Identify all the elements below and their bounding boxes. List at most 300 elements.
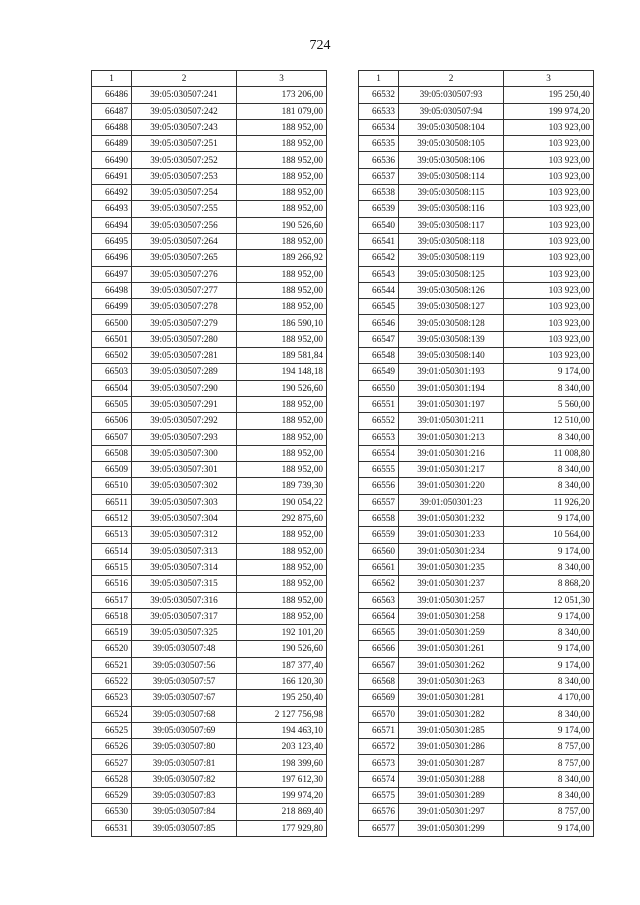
table-row	[92, 315, 327, 331]
row-number: 66576	[359, 804, 399, 820]
cadastral-number: 39:01:050301:211	[399, 413, 504, 429]
cadastral-number: 39:01:050301:289	[399, 788, 504, 804]
table-row	[359, 804, 594, 820]
cadastral-number: 39:05:030507:253	[132, 168, 237, 184]
cadastral-number: 39:05:030507:255	[132, 201, 237, 217]
table-row	[92, 755, 327, 771]
value: 188 952,00	[237, 282, 327, 298]
value: 173 206,00	[237, 87, 327, 103]
table-row	[92, 706, 327, 722]
table-row	[92, 559, 327, 575]
row-number: 66542	[359, 250, 399, 266]
table-row	[92, 641, 327, 657]
row-number: 66491	[92, 168, 132, 184]
cadastral-number: 39:01:050301:282	[399, 706, 504, 722]
cadastral-number: 39:01:050301:263	[399, 673, 504, 689]
cadastral-number: 39:05:030507:300	[132, 445, 237, 461]
row-number: 66488	[92, 119, 132, 135]
row-number: 66550	[359, 380, 399, 396]
table-row	[359, 462, 594, 478]
value: 8 340,00	[504, 429, 594, 445]
table-row	[92, 673, 327, 689]
cadastral-number: 39:01:050301:234	[399, 543, 504, 559]
table-row	[359, 494, 594, 510]
row-number: 66543	[359, 266, 399, 282]
header-col-2: 2	[132, 71, 237, 87]
value: 9 174,00	[504, 641, 594, 657]
table-row	[359, 250, 594, 266]
cadastral-number: 39:01:050301:287	[399, 755, 504, 771]
value: 188 952,00	[237, 608, 327, 624]
table-left	[91, 70, 327, 837]
row-number: 66537	[359, 168, 399, 184]
row-number: 66559	[359, 527, 399, 543]
cadastral-number: 39:05:030507:84	[132, 804, 237, 820]
cadastral-number: 39:01:050301:233	[399, 527, 504, 543]
row-number: 66544	[359, 282, 399, 298]
table-row	[359, 592, 594, 608]
row-number: 66557	[359, 494, 399, 510]
table-right	[358, 70, 594, 837]
value: 188 952,00	[237, 299, 327, 315]
cadastral-number: 39:01:050301:288	[399, 771, 504, 787]
value: 8 340,00	[504, 478, 594, 494]
cadastral-number: 39:05:030507:48	[132, 641, 237, 657]
header-col-1: 1	[92, 71, 132, 87]
cadastral-number: 39:01:050301:23	[399, 494, 504, 510]
cadastral-number: 39:05:030507:325	[132, 625, 237, 641]
value: 188 952,00	[237, 462, 327, 478]
cadastral-number: 39:05:030507:304	[132, 511, 237, 527]
table-row	[359, 299, 594, 315]
value: 11 926,20	[504, 494, 594, 510]
value: 195 250,40	[504, 87, 594, 103]
value: 188 952,00	[237, 119, 327, 135]
cadastral-number: 39:05:030507:80	[132, 739, 237, 755]
header-col-1: 1	[359, 71, 399, 87]
row-number: 66494	[92, 217, 132, 233]
cadastral-number: 39:05:030507:85	[132, 820, 237, 836]
table-row	[359, 771, 594, 787]
cadastral-number: 39:01:050301:217	[399, 462, 504, 478]
cadastral-number: 39:01:050301:213	[399, 429, 504, 445]
value: 195 250,40	[237, 690, 327, 706]
table-row	[92, 299, 327, 315]
value: 188 952,00	[237, 592, 327, 608]
table-row	[92, 152, 327, 168]
value: 9 174,00	[504, 511, 594, 527]
header-col-3: 3	[237, 71, 327, 87]
value: 9 174,00	[504, 722, 594, 738]
value: 188 952,00	[237, 136, 327, 152]
table-row	[359, 445, 594, 461]
row-number: 66500	[92, 315, 132, 331]
value: 9 174,00	[504, 543, 594, 559]
table-row	[359, 511, 594, 527]
table-row	[359, 576, 594, 592]
table-row	[359, 657, 594, 673]
row-number: 66498	[92, 282, 132, 298]
row-number: 66520	[92, 641, 132, 657]
table-row	[92, 348, 327, 364]
row-number: 66528	[92, 771, 132, 787]
cadastral-number: 39:05:030507:312	[132, 527, 237, 543]
table-row	[359, 739, 594, 755]
value: 9 174,00	[504, 364, 594, 380]
value: 103 923,00	[504, 299, 594, 315]
value: 186 590,10	[237, 315, 327, 331]
cadastral-number: 39:05:030507:276	[132, 266, 237, 282]
value: 190 526,60	[237, 641, 327, 657]
table-row	[359, 87, 594, 103]
cadastral-number: 39:05:030508:125	[399, 266, 504, 282]
row-number: 66548	[359, 348, 399, 364]
cadastral-number: 39:05:030507:279	[132, 315, 237, 331]
row-number: 66530	[92, 804, 132, 820]
row-number: 66515	[92, 559, 132, 575]
cadastral-number: 39:01:050301:257	[399, 592, 504, 608]
table-row	[92, 250, 327, 266]
cadastral-number: 39:05:030507:254	[132, 185, 237, 201]
table-row	[92, 396, 327, 412]
table-row	[92, 478, 327, 494]
cadastral-number: 39:05:030507:278	[132, 299, 237, 315]
value: 8 757,00	[504, 804, 594, 820]
cadastral-number: 39:05:030507:256	[132, 217, 237, 233]
table-row	[359, 396, 594, 412]
value: 190 526,60	[237, 380, 327, 396]
row-number: 66502	[92, 348, 132, 364]
row-number: 66566	[359, 641, 399, 657]
value: 103 923,00	[504, 233, 594, 249]
table-row	[92, 201, 327, 217]
table-row	[92, 103, 327, 119]
cadastral-number: 39:01:050301:297	[399, 804, 504, 820]
table-row	[92, 543, 327, 559]
table-row	[359, 201, 594, 217]
table-row	[92, 364, 327, 380]
value: 218 869,40	[237, 804, 327, 820]
cadastral-number: 39:05:030507:289	[132, 364, 237, 380]
value: 8 340,00	[504, 380, 594, 396]
row-number: 66501	[92, 331, 132, 347]
cadastral-number: 39:05:030508:115	[399, 185, 504, 201]
value: 9 174,00	[504, 657, 594, 673]
cadastral-number: 39:05:030507:290	[132, 380, 237, 396]
cadastral-number: 39:01:050301:235	[399, 559, 504, 575]
cadastral-number: 39:05:030508:114	[399, 168, 504, 184]
cadastral-number: 39:05:030507:315	[132, 576, 237, 592]
value: 103 923,00	[504, 185, 594, 201]
value: 188 952,00	[237, 201, 327, 217]
table-right-body	[359, 87, 594, 837]
table-row	[92, 592, 327, 608]
row-number: 66564	[359, 608, 399, 624]
value: 8 868,20	[504, 576, 594, 592]
value: 188 952,00	[237, 233, 327, 249]
row-number: 66556	[359, 478, 399, 494]
table-row	[359, 233, 594, 249]
cadastral-number: 39:05:030508:119	[399, 250, 504, 266]
cadastral-number: 39:01:050301:285	[399, 722, 504, 738]
row-number: 66570	[359, 706, 399, 722]
row-number: 66539	[359, 201, 399, 217]
row-number: 66509	[92, 462, 132, 478]
cadastral-number: 39:05:030507:67	[132, 690, 237, 706]
value: 9 174,00	[504, 820, 594, 836]
cadastral-number: 39:01:050301:286	[399, 739, 504, 755]
table-row	[359, 168, 594, 184]
table-row	[92, 380, 327, 396]
row-number: 66493	[92, 201, 132, 217]
row-number: 66540	[359, 217, 399, 233]
table-row	[359, 266, 594, 282]
value: 189 266,92	[237, 250, 327, 266]
cadastral-number: 39:01:050301:281	[399, 690, 504, 706]
value: 103 923,00	[504, 348, 594, 364]
row-number: 66487	[92, 103, 132, 119]
table-row	[359, 641, 594, 657]
table-row	[92, 217, 327, 233]
value: 103 923,00	[504, 250, 594, 266]
cadastral-number: 39:05:030507:303	[132, 494, 237, 510]
cadastral-number: 39:05:030507:280	[132, 331, 237, 347]
row-number: 66522	[92, 673, 132, 689]
cadastral-number: 39:05:030507:94	[399, 103, 504, 119]
cadastral-number: 39:05:030507:291	[132, 396, 237, 412]
value: 188 952,00	[237, 168, 327, 184]
cadastral-number: 39:01:050301:194	[399, 380, 504, 396]
table-row	[92, 608, 327, 624]
table-row	[92, 233, 327, 249]
table-row	[92, 771, 327, 787]
row-number: 66521	[92, 657, 132, 673]
cadastral-number: 39:05:030507:243	[132, 119, 237, 135]
cadastral-number: 39:05:030508:117	[399, 217, 504, 233]
value: 188 952,00	[237, 559, 327, 575]
cadastral-number: 39:05:030508:128	[399, 315, 504, 331]
row-number: 66496	[92, 250, 132, 266]
value: 103 923,00	[504, 266, 594, 282]
value: 199 974,20	[504, 103, 594, 119]
row-number: 66532	[359, 87, 399, 103]
row-number: 66499	[92, 299, 132, 315]
table-row	[359, 380, 594, 396]
cadastral-number: 39:05:030507:265	[132, 250, 237, 266]
row-number: 66505	[92, 396, 132, 412]
table-row	[359, 217, 594, 233]
header-row	[359, 71, 594, 87]
row-number: 66497	[92, 266, 132, 282]
value: 11 008,80	[504, 445, 594, 461]
table-row	[359, 788, 594, 804]
table-row	[359, 152, 594, 168]
cadastral-number: 39:05:030507:292	[132, 413, 237, 429]
cadastral-number: 39:05:030507:56	[132, 657, 237, 673]
row-number: 66555	[359, 462, 399, 478]
table-row	[92, 119, 327, 135]
table-row	[92, 739, 327, 755]
value: 5 560,00	[504, 396, 594, 412]
row-number: 66575	[359, 788, 399, 804]
value: 12 051,30	[504, 592, 594, 608]
row-number: 66572	[359, 739, 399, 755]
cadastral-number: 39:05:030507:241	[132, 87, 237, 103]
table-row	[359, 608, 594, 624]
table-left-body	[92, 87, 327, 837]
table-row	[92, 576, 327, 592]
value: 188 952,00	[237, 445, 327, 461]
row-number: 66558	[359, 511, 399, 527]
value: 103 923,00	[504, 152, 594, 168]
cadastral-number: 39:01:050301:237	[399, 576, 504, 592]
value: 197 612,30	[237, 771, 327, 787]
table-row	[359, 429, 594, 445]
cadastral-number: 39:05:030507:69	[132, 722, 237, 738]
table-row	[92, 788, 327, 804]
table-row	[359, 706, 594, 722]
row-number: 66565	[359, 625, 399, 641]
cadastral-number: 39:01:050301:261	[399, 641, 504, 657]
table-row	[92, 494, 327, 510]
table-row	[92, 266, 327, 282]
cadastral-number: 39:05:030508:106	[399, 152, 504, 168]
table-row	[92, 445, 327, 461]
row-number: 66489	[92, 136, 132, 152]
table-row	[359, 136, 594, 152]
value: 188 952,00	[237, 413, 327, 429]
table-row	[359, 331, 594, 347]
table-row	[92, 136, 327, 152]
cadastral-number: 39:01:050301:193	[399, 364, 504, 380]
row-number: 66568	[359, 673, 399, 689]
value: 188 952,00	[237, 152, 327, 168]
value: 103 923,00	[504, 331, 594, 347]
cadastral-number: 39:05:030507:81	[132, 755, 237, 771]
value: 194 463,10	[237, 722, 327, 738]
table-row	[92, 511, 327, 527]
table-row	[359, 282, 594, 298]
value: 103 923,00	[504, 119, 594, 135]
row-number: 66546	[359, 315, 399, 331]
value: 194 148,18	[237, 364, 327, 380]
value: 192 101,20	[237, 625, 327, 641]
value: 103 923,00	[504, 201, 594, 217]
row-number: 66523	[92, 690, 132, 706]
value: 8 340,00	[504, 625, 594, 641]
table-row	[92, 625, 327, 641]
value: 187 377,40	[237, 657, 327, 673]
cadastral-number: 39:01:050301:258	[399, 608, 504, 624]
row-number: 66519	[92, 625, 132, 641]
table-row	[92, 820, 327, 836]
row-number: 66577	[359, 820, 399, 836]
row-number: 66553	[359, 429, 399, 445]
value: 2 127 756,98	[237, 706, 327, 722]
row-number: 66516	[92, 576, 132, 592]
cadastral-number: 39:05:030508:104	[399, 119, 504, 135]
table-row	[359, 673, 594, 689]
table-row	[359, 315, 594, 331]
row-number: 66547	[359, 331, 399, 347]
value: 190 054,22	[237, 494, 327, 510]
cadastral-number: 39:05:030508:105	[399, 136, 504, 152]
row-number: 66512	[92, 511, 132, 527]
table-row	[359, 625, 594, 641]
table-row	[92, 462, 327, 478]
row-number: 66545	[359, 299, 399, 315]
value: 12 510,00	[504, 413, 594, 429]
value: 181 079,00	[237, 103, 327, 119]
row-number: 66533	[359, 103, 399, 119]
row-number: 66551	[359, 396, 399, 412]
row-number: 66534	[359, 119, 399, 135]
value: 103 923,00	[504, 136, 594, 152]
table-row	[92, 804, 327, 820]
cadastral-number: 39:05:030508:126	[399, 282, 504, 298]
row-number: 66492	[92, 185, 132, 201]
cadastral-number: 39:01:050301:262	[399, 657, 504, 673]
cadastral-number: 39:05:030508:139	[399, 331, 504, 347]
value: 188 952,00	[237, 331, 327, 347]
row-number: 66490	[92, 152, 132, 168]
row-number: 66495	[92, 233, 132, 249]
value: 8 340,00	[504, 559, 594, 575]
value: 188 952,00	[237, 185, 327, 201]
table-row	[359, 413, 594, 429]
table-row	[359, 543, 594, 559]
row-number: 66549	[359, 364, 399, 380]
table-row	[92, 722, 327, 738]
table-row	[359, 755, 594, 771]
value: 4 170,00	[504, 690, 594, 706]
cadastral-number: 39:01:050301:232	[399, 511, 504, 527]
row-number: 66535	[359, 136, 399, 152]
table-row	[92, 168, 327, 184]
value: 166 120,30	[237, 673, 327, 689]
row-number: 66573	[359, 755, 399, 771]
header-col-2: 2	[399, 71, 504, 87]
cadastral-number: 39:05:030507:68	[132, 706, 237, 722]
value: 103 923,00	[504, 168, 594, 184]
table-row	[92, 429, 327, 445]
value: 188 952,00	[237, 396, 327, 412]
value: 177 929,80	[237, 820, 327, 836]
page-number: 724	[309, 38, 331, 53]
cadastral-number: 39:05:030507:277	[132, 282, 237, 298]
table-row	[92, 527, 327, 543]
cadastral-number: 39:01:050301:197	[399, 396, 504, 412]
table-row	[92, 690, 327, 706]
table-row	[359, 559, 594, 575]
value: 199 974,20	[237, 788, 327, 804]
cadastral-number: 39:05:030507:242	[132, 103, 237, 119]
row-number: 66538	[359, 185, 399, 201]
row-number: 66507	[92, 429, 132, 445]
header-col-3: 3	[504, 71, 594, 87]
row-number: 66563	[359, 592, 399, 608]
row-number: 66531	[92, 820, 132, 836]
table-row	[92, 413, 327, 429]
row-number: 66508	[92, 445, 132, 461]
cadastral-number: 39:01:050301:299	[399, 820, 504, 836]
table-row	[359, 478, 594, 494]
cadastral-number: 39:01:050301:220	[399, 478, 504, 494]
cadastral-number: 39:05:030507:316	[132, 592, 237, 608]
value: 103 923,00	[504, 282, 594, 298]
cadastral-number: 39:01:050301:259	[399, 625, 504, 641]
value: 188 952,00	[237, 266, 327, 282]
